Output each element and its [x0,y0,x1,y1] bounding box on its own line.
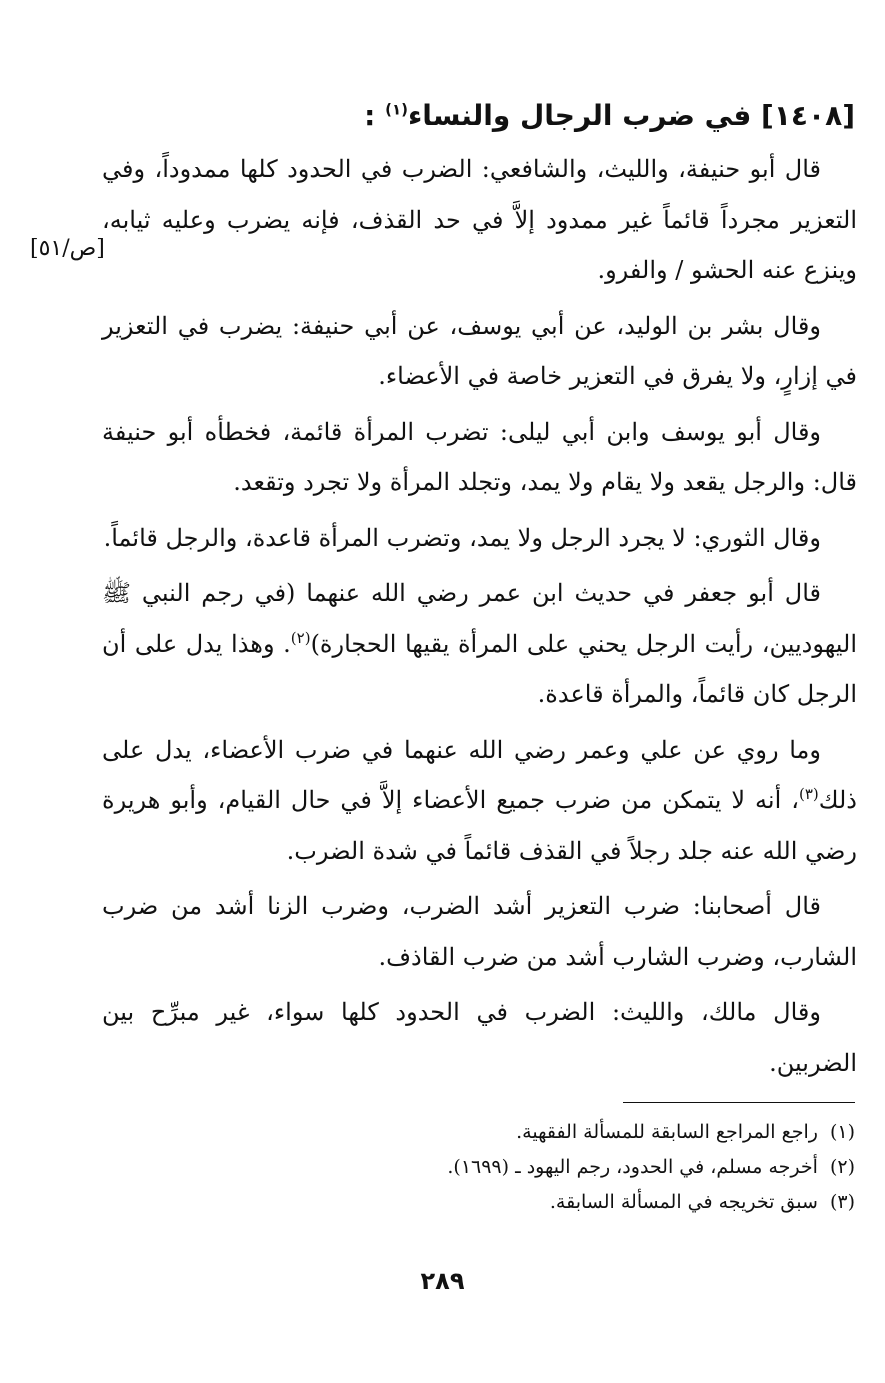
paragraph-4: وقال الثوري: لا يجرد الرجل ولا يمد، وتضرب المرأة قاعدة، والرجل قائماً. [103,523,821,552]
paragraph-5-text: قال أبو جعفر في حديث ابن عمر رضي الله عنهما (في رجم النبي ﷺ اليهوديين، رأيت الرجل يحني على المرأة يقيها الحجارة) [102,579,858,658]
footnote-text: أخرجه مسلم، في الحدود، رجم اليهود ـ (١٦٩٩). [447,1156,818,1178]
footnote-separator [623,1102,855,1103]
footnote-number: (٣) [829,1191,855,1213]
paragraph-2: وقال بشر بن الوليد، عن أبي يوسف، عن أبي حنيفة: يضرب في التعزير في إزارٍ، ولا يفرق في التعزير خاصة في الأعضاء. [102,311,857,390]
footnote-ref-3: (٣) [798,785,819,803]
paragraph-6 [102,725,857,877]
page-number: ٢٨٩ [420,1267,465,1295]
footnote-number: (٢) [829,1156,855,1178]
paragraph-7: قال أصحابنا: ضرب التعزير أشد الضرب، وضرب الزنا أشد من ضرب الشارب، وضرب الشارب أشد من ضرب القاذف. [102,892,857,971]
footnote-number: (١) [829,1121,855,1143]
paragraph-8: وقال مالك، والليث: الضرب في الحدود كلها سواء، غير مبرِّح بين الضربين. [102,998,857,1077]
footnote-ref-1: (١) [385,100,408,119]
paragraph-6-continuation: ، أنه لا يتمكن من ضرب جميع الأعضاء إلاَّ في حال القيام، وأبو هريرة رضي الله عنه جلد رجلاً في القذف قائماً في شدة الضرب. [102,786,857,865]
section-heading [364,92,855,140]
heading-text: [١٤٠٨] في ضرب الرجال والنساء [407,99,855,132]
manuscript-page-reference: [ص/٥١] [30,236,105,261]
footnote-text: سبق تخريجه في المسألة السابقة. [549,1191,818,1213]
paragraph-3: وقال أبو يوسف وابن أبي ليلى: تضرب المرأة قائمة، فخطأه أبو حنيفة قال: والرجل يقعد ولا يقام ولا يمد، وتجلد المرأة ولا تجرد وتقعد. [102,417,857,496]
footnote-2 [95,1150,855,1185]
footnotes [95,1115,855,1220]
heading-colon: : [364,99,386,132]
footnote-text: راجع المراجع السابقة للمسألة الفقهية. [516,1121,818,1143]
footnote-3 [95,1185,855,1220]
footnote-ref-2: (٢) [290,628,311,647]
paragraph-1: قال أبو حنيفة، والليث، والشافعي: الضرب في الحدود كلها ممدوداً، وفي التعزير مجرداً قائماً غير ممدود إلاَّ في حد القذف، فإنه يضرب وعليه ثيابه، وينزع عنه الحشو / والفرو. [102,155,857,284]
paragraph-5 [102,568,857,720]
paragraph-6-text: وما روي عن علي وعمر رضي الله عنهما في ضرب الأعضاء، يدل على ذلك [102,735,857,814]
footnote-1 [95,1115,855,1150]
main-text [102,144,857,1093]
paragraph-5-continuation: . وهذا يدل على أن الرجل كان قائماً، والمرأة قاعدة. [102,629,857,708]
